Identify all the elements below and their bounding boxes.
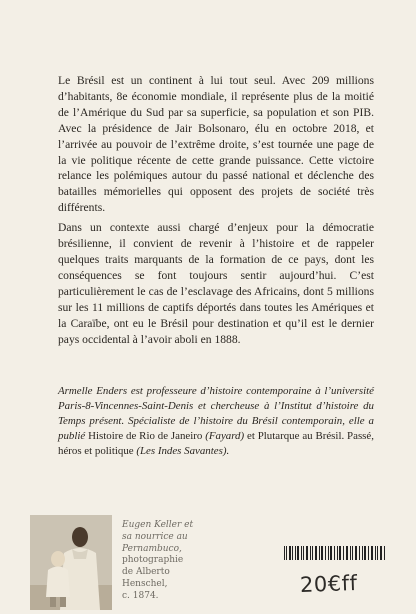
bio-book-1: Histoire de Rio de Janeiro <box>88 430 203 442</box>
bio-connector: et <box>244 430 258 442</box>
photo-caption <box>122 520 208 603</box>
caption-line-2: sa nourrice au <box>122 531 188 542</box>
summary-paragraph-2: Dans un contexte aussi chargé d’enjeux pour la démocratie brésilienne, il convient de revenir à l’histoire et de rappeler quelques traits marquants de la formation de ce pays, dont les conséquences se font toujours sentir aujourd’hui. C’est particulièrement le cas de l’esclavage des Africains, dont 5 millions sur les 11 millions de captifs déportés dans toutes les Amériques et la Caraïbe, ont eu le Brésil pour destination et qu’il est le dernier pays occidental à l’avoir aboli en 1888. <box>58 221 374 346</box>
bio-book-2: Plutarque au Brésil. Passé, héros et politique <box>58 430 374 457</box>
historical-photograph <box>30 515 112 610</box>
bio-publisher-1: (Fayard) <box>202 430 245 442</box>
summary-text <box>58 73 374 347</box>
caption-line-7: c. 1874. <box>122 590 159 601</box>
caption-line-1: Eugen Keller et <box>122 520 194 530</box>
barcode <box>284 546 386 560</box>
caption-line-4: photographie <box>122 555 184 566</box>
bio-text-1: Armelle Enders est professeure d’histoire contemporaine à l’université Paris-8-Vincennes-Saint-Denis et chercheuse à l’Institut d’histoire du Temps présent. Spécialiste de l’histoire du Brésil contemporain, elle a publié <box>58 385 374 442</box>
caption-line-6: Henschel, <box>122 578 168 589</box>
author-bio <box>58 384 374 459</box>
summary-paragraph-1: Le Brésil est un continent à lui tout seul. Avec 209 millions d’habitants, 8e économie mondiale, il représente plus de la moitié de l’Amérique du Sud par sa superficie, sa population et son PIB. Avec la présidence de Jair Bolsonaro, élu en octobre 2018, et l’arrivée au pouvoir de l’extrême droite, s’est tournée une page de la vie politique récente de cette grande puissance. Cette victoire relance les polémiques autour du passé national et déclenche des batailles mémorielles qui opposent des projets de société très différents. <box>58 74 374 215</box>
handwritten-price: 20€ff <box>299 571 358 597</box>
caption-line-3: Pernambuco, <box>122 543 182 554</box>
bio-publisher-2: (Les Indes Savantes). <box>133 445 230 457</box>
photo-illustration <box>30 515 112 610</box>
caption-line-5: de Alberto <box>122 567 170 578</box>
